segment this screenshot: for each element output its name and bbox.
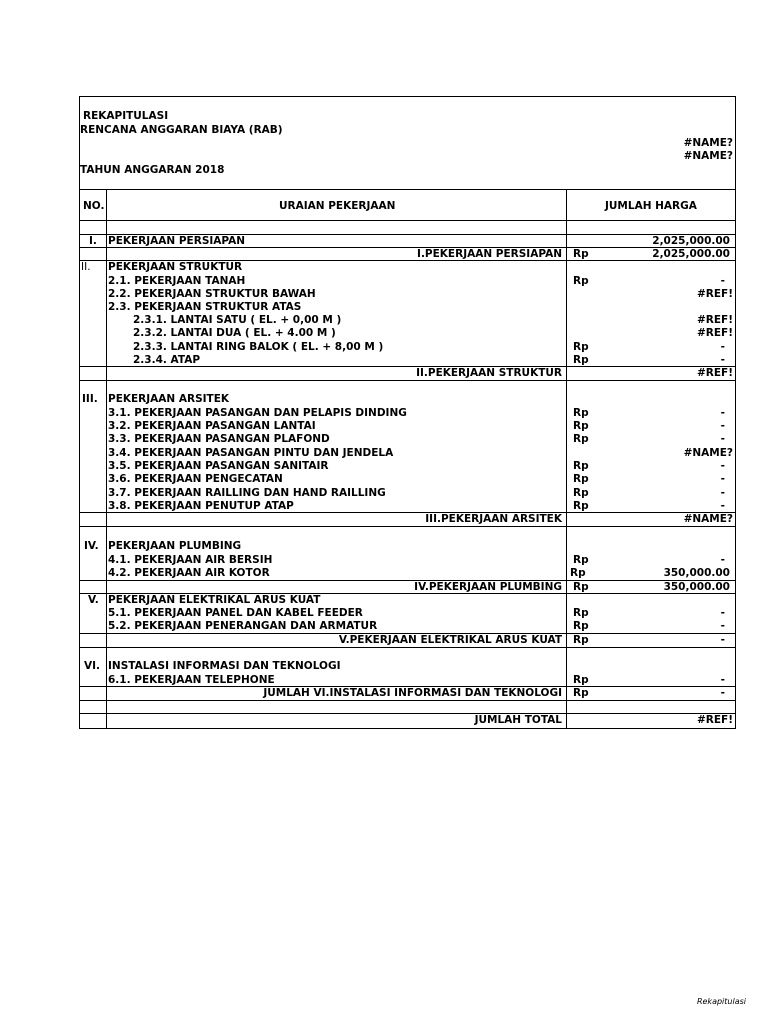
row-rp: Rp xyxy=(573,674,589,686)
row-desc: 4.1. PEKERJAAN AIR BERSIH xyxy=(108,554,273,566)
row-value: - xyxy=(720,420,725,432)
row-value: - xyxy=(720,354,725,366)
grid-line xyxy=(80,189,735,190)
row-desc: 2.3.2. LANTAI DUA ( EL. + 4.00 M ) xyxy=(133,327,336,339)
header-error-2: #NAME? xyxy=(683,150,733,162)
row-desc: 3.1. PEKERJAAN PASANGAN DAN PELAPIS DINDING xyxy=(108,407,407,419)
row-desc: V.PEKERJAAN ELEKTRIKAL ARUS KUAT xyxy=(338,634,562,646)
grid-line xyxy=(80,686,735,687)
row-desc: 4.2. PEKERJAAN AIR KOTOR xyxy=(108,567,270,579)
row-rp: Rp xyxy=(573,407,589,419)
row-desc: 3.6. PEKERJAAN PENGECATAN xyxy=(108,473,283,485)
row-rp: Rp xyxy=(573,634,589,646)
row-rp: Rp xyxy=(573,341,589,353)
row-desc: III.PEKERJAAN ARSITEK xyxy=(425,513,562,525)
grid-line xyxy=(80,380,735,381)
grid-line xyxy=(106,189,107,728)
row-value: - xyxy=(720,607,725,619)
row-rp: Rp xyxy=(573,473,589,485)
row-desc: INSTALASI INFORMASI DAN TEKNOLOGI xyxy=(108,660,341,672)
header-error-1: #NAME? xyxy=(683,137,733,149)
row-no: V. xyxy=(88,594,99,606)
row-desc: IV.PEKERJAAN PLUMBING xyxy=(414,581,562,593)
row-value: #NAME? xyxy=(683,513,733,525)
row-rp: Rp xyxy=(573,554,589,566)
row-rp: Rp xyxy=(573,620,589,632)
rab-sheet xyxy=(79,96,736,729)
grid-line xyxy=(80,260,735,261)
row-value: #REF! xyxy=(696,314,733,326)
row-value: 350,000.00 xyxy=(663,567,730,579)
row-value: - xyxy=(720,674,725,686)
row-value: - xyxy=(720,433,725,445)
row-value: #REF! xyxy=(696,714,733,726)
row-desc: 3.7. PEKERJAAN RAILLING DAN HAND RAILLING xyxy=(108,487,386,499)
row-no: II. xyxy=(81,261,91,273)
row-desc: PEKERJAAN PLUMBING xyxy=(108,540,242,552)
grid-line xyxy=(80,512,735,513)
row-desc: 3.2. PEKERJAAN PASANGAN LANTAI xyxy=(108,420,316,432)
grid-line xyxy=(80,220,735,221)
row-value: - xyxy=(720,620,725,632)
col-header-uraian: URAIAN PEKERJAAN xyxy=(279,200,396,212)
row-desc: 3.5. PEKERJAAN PASANGAN SANITAIR xyxy=(108,460,329,472)
grid-line xyxy=(80,366,735,367)
col-header-jumlah: JUMLAH HARGA xyxy=(605,200,697,212)
row-value: 2,025,000.00 xyxy=(652,248,730,260)
row-rp: Rp xyxy=(573,607,589,619)
row-value: #REF! xyxy=(696,327,733,339)
row-value: #REF! xyxy=(696,288,733,300)
row-rp: Rp xyxy=(573,354,589,366)
grid-line xyxy=(80,633,735,634)
row-rp: Rp xyxy=(573,433,589,445)
row-rp: Rp xyxy=(573,687,589,699)
row-value: - xyxy=(720,341,725,353)
row-desc: 2.3. PEKERJAAN STRUKTUR ATAS xyxy=(108,301,302,313)
row-value: - xyxy=(720,687,725,699)
row-desc: JUMLAH TOTAL xyxy=(474,714,562,726)
row-desc: PEKERJAAN ELEKTRIKAL ARUS KUAT xyxy=(108,594,321,606)
row-rp: Rp xyxy=(570,567,586,579)
row-desc: 2.1. PEKERJAAN TANAH xyxy=(108,275,246,287)
row-value: 2,025,000.00 xyxy=(652,235,730,247)
row-no: VI. xyxy=(84,660,101,672)
row-no: III. xyxy=(82,393,98,405)
col-header-no: NO. xyxy=(83,200,105,212)
sheet-footer: Rekapitulasi xyxy=(696,997,746,1006)
row-rp: Rp xyxy=(573,420,589,432)
row-value: - xyxy=(720,275,725,287)
title-year: TAHUN ANGGARAN 2018 xyxy=(80,164,225,176)
row-desc: PEKERJAAN ARSITEK xyxy=(108,393,230,405)
row-desc: 3.8. PEKERJAAN PENUTUP ATAP xyxy=(108,500,294,512)
row-desc: 6.1. PEKERJAAN TELEPHONE xyxy=(108,674,275,686)
row-rp: Rp xyxy=(573,248,589,260)
row-value: - xyxy=(720,500,725,512)
row-desc: 2.3.1. LANTAI SATU ( EL. + 0,00 M ) xyxy=(133,314,342,326)
row-rp: Rp xyxy=(573,487,589,499)
row-value: #REF! xyxy=(696,367,733,379)
row-no: IV. xyxy=(84,540,99,552)
grid-line xyxy=(80,247,735,248)
row-rp: Rp xyxy=(573,275,589,287)
grid-line xyxy=(80,713,735,714)
grid-line xyxy=(80,647,735,648)
grid-line xyxy=(80,234,735,235)
row-desc: II.PEKERJAAN STRUKTUR xyxy=(416,367,562,379)
grid-line xyxy=(80,580,735,581)
grid-line xyxy=(80,593,735,594)
row-desc: PEKERJAAN STRUKTUR xyxy=(108,261,243,273)
row-desc: JUMLAH VI.INSTALASI INFORMASI DAN TEKNOLOGI xyxy=(263,687,562,699)
row-value: - xyxy=(720,407,725,419)
row-rp: Rp xyxy=(573,500,589,512)
row-value: - xyxy=(720,460,725,472)
row-no: I. xyxy=(89,235,97,247)
row-desc: PEKERJAAN PERSIAPAN xyxy=(108,235,246,247)
row-desc: 3.3. PEKERJAAN PASANGAN PLAFOND xyxy=(108,433,330,445)
title-rab: RENCANA ANGGARAN BIAYA (RAB) xyxy=(80,124,283,136)
row-value: #NAME? xyxy=(683,447,733,459)
row-rp: Rp xyxy=(573,581,589,593)
row-value: 350,000.00 xyxy=(663,581,730,593)
row-value: - xyxy=(720,554,725,566)
grid-line xyxy=(80,526,735,527)
row-desc: 2.2. PEKERJAAN STRUKTUR BAWAH xyxy=(108,288,316,300)
row-value: - xyxy=(720,487,725,499)
row-value: - xyxy=(720,634,725,646)
title-rekapitulasi: REKAPITULASI xyxy=(83,110,169,122)
row-desc: 3.4. PEKERJAAN PASANGAN PINTU DAN JENDELA xyxy=(108,447,394,459)
row-value: - xyxy=(720,473,725,485)
row-desc: 2.3.4. ATAP xyxy=(133,354,201,366)
grid-line xyxy=(566,189,567,728)
row-desc: I.PEKERJAAN PERSIAPAN xyxy=(417,248,562,260)
row-desc: 5.1. PEKERJAAN PANEL DAN KABEL FEEDER xyxy=(108,607,363,619)
grid-line xyxy=(80,700,735,701)
row-desc: 5.2. PEKERJAAN PENERANGAN DAN ARMATUR xyxy=(108,620,378,632)
row-rp: Rp xyxy=(573,460,589,472)
row-desc: 2.3.3. LANTAI RING BALOK ( EL. + 8,00 M ) xyxy=(133,341,384,353)
